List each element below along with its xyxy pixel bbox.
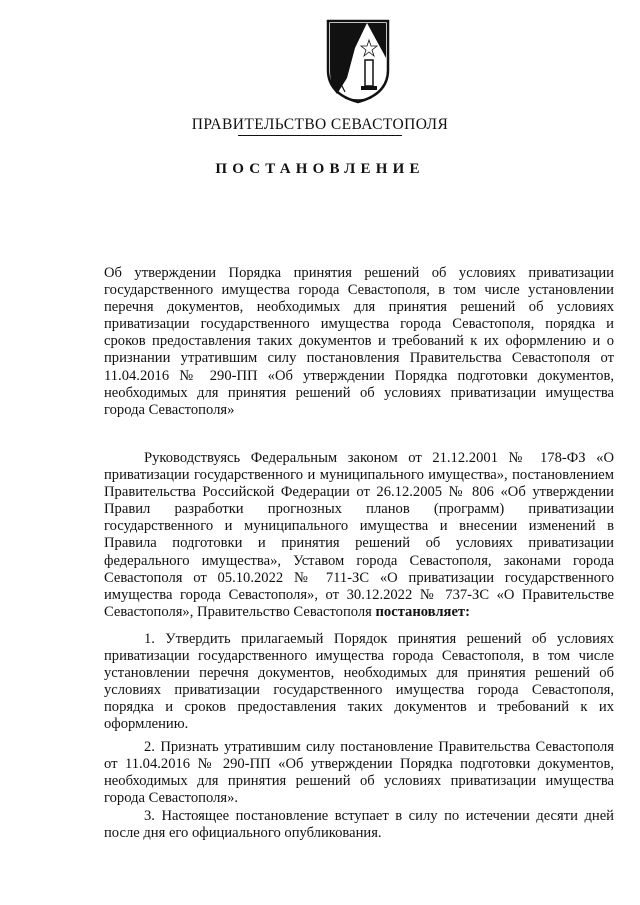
clause-1: 1. Утвердить прилагаемый Порядок принятия решений об условиях приватизации государственного имущества города Севастополя, в том числе установлении перечня документов, необходимых для принятия решений об условиях приватизации государственного имущества города Севастополя, порядка и сроков предоставления таких документов и требований к их оформлению.: [104, 631, 614, 733]
clause-2: 2. Признать утратившим силу постановление Правительства Севастополя от 11.04.2016 № 290-ПП «Об утверждении Порядка подготовки документов, необходимых для принятия решений об условиях приватизации имущества города Севастополя».: [104, 739, 614, 807]
preamble-keyword: постановляет:: [375, 603, 470, 620]
organization-underline: [238, 135, 402, 136]
document-title: Об утверждении Порядка принятия решений об условиях приватизации государственного имущества города Севастополя, в том числе установлении перечня документов, необходимых для принятия решений об условиях приватизации государственного имущества города Севастополя, порядка и сроков предоставления таких документов и требований к их оформлению и о признании утратившим силу постановления Правительства Севастополя от 11.04.2016 № 290-ПП «Об утверждении Порядка подготовки документов, необходимых для принятия решений об условиях приватизации имущества города Севастополя»: [104, 265, 614, 418]
sevastopol-coat-of-arms-icon: [325, 18, 391, 104]
clause-3: 3. Настоящее постановление вступает в силу по истечении десяти дней после дня его официального опубликования.: [104, 808, 614, 842]
document-type: ПОСТАНОВЛЕНИЕ: [215, 161, 425, 177]
organization-name: ПРАВИТЕЛЬСТВО СЕВАСТОПОЛЯ: [191, 116, 449, 133]
preamble-text: Руководствуясь Федеральным законом от 21.12.2001 № 178-ФЗ «О приватизации государственного и муниципального имущества», постановлением Правительства Российской Федерации от 26.12.2005 № 806 «Об утверждении Правил разработки прогнозных планов (программ) приватизации государственного и муниципального имущества и внесении изменений в Правила подготовки и принятия решений об условиях приватизации федерального имущества», Уставом города Севастополя, законами города Севастополя от 05.10.2022 № 711-ЗС «О приватизации государственного имущества города Севастополя», от 30.12.2022 № 737-ЗС «О Правительстве Севастополя», Правительство Севастополя: [104, 450, 614, 620]
preamble: [104, 450, 614, 621]
